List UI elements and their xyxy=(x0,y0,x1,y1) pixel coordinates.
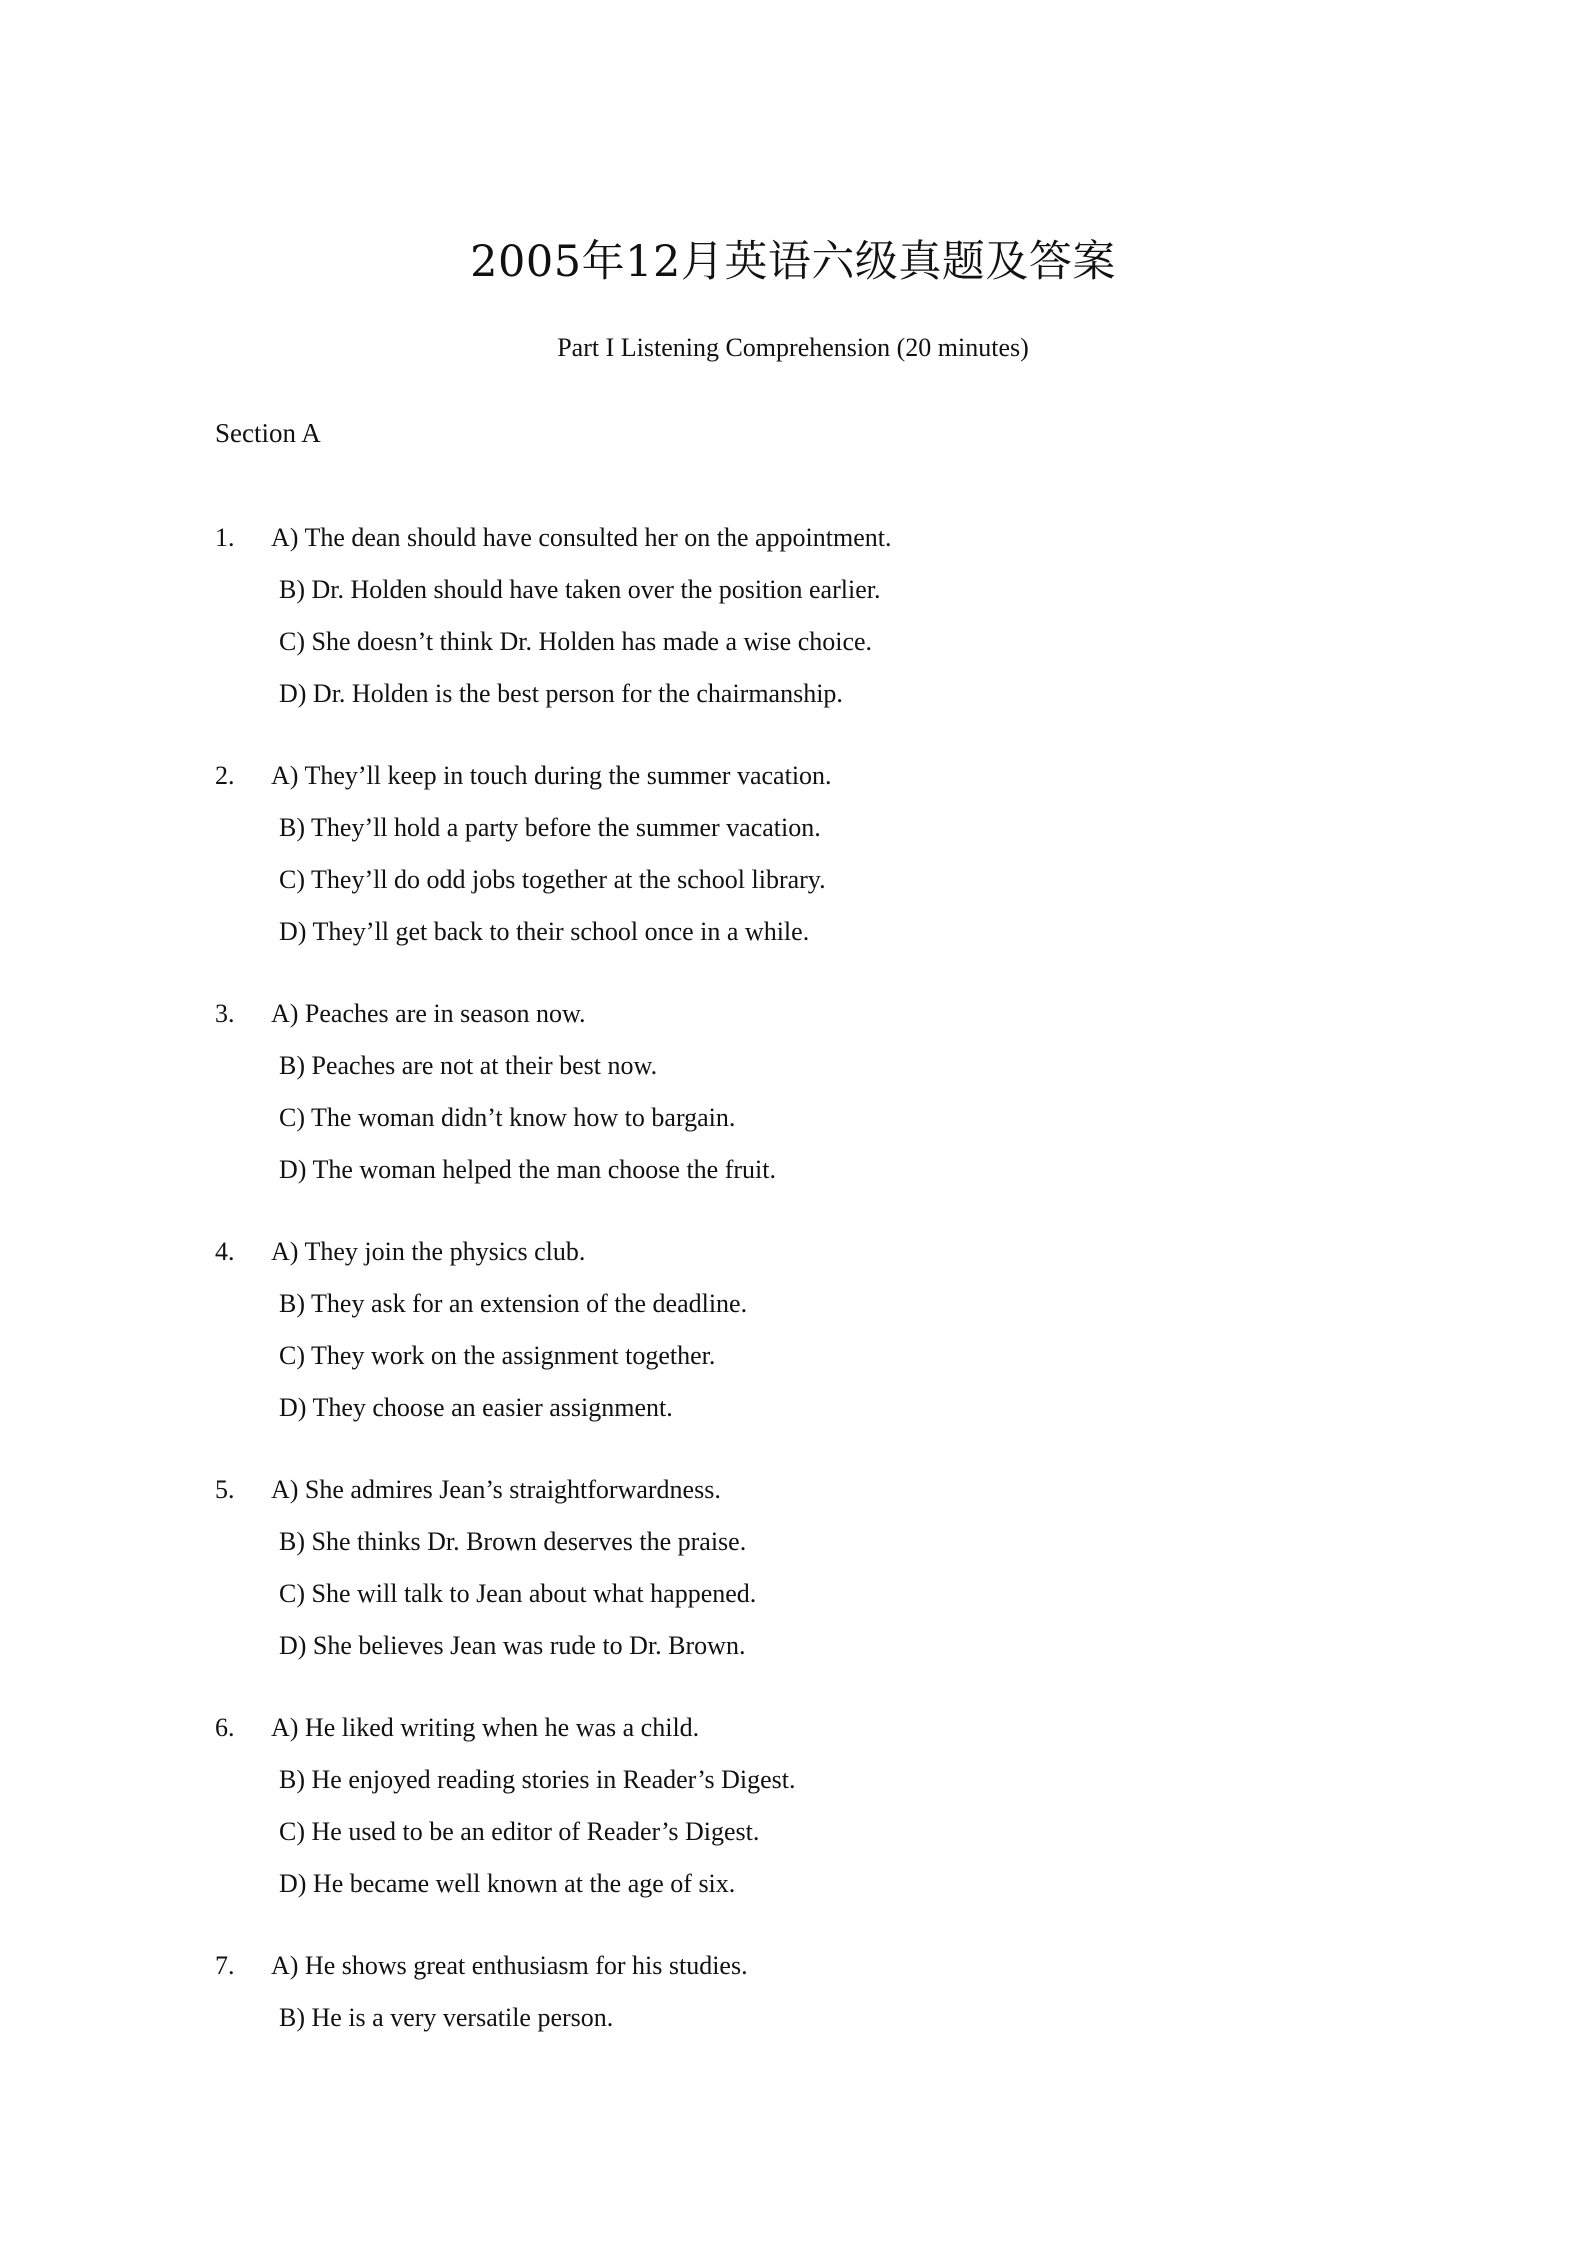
question-1 xyxy=(215,512,1415,720)
document-title: 2005年12月英语六级真题及答案 xyxy=(470,237,1116,287)
option-c: C) He used to be an editor of Reader’s Digest. xyxy=(279,1817,760,1846)
question-number: 7. xyxy=(215,1951,235,1980)
question-7 xyxy=(215,1940,1415,2044)
option-b: B) He is a very versatile person. xyxy=(279,2003,614,2032)
option-c: C) She will talk to Jean about what happened. xyxy=(279,1579,757,1608)
option-d: D) She believes Jean was rude to Dr. Brown. xyxy=(279,1631,746,1660)
question-4 xyxy=(215,1226,1415,1434)
option-c: C) She doesn’t think Dr. Holden has made a wise choice. xyxy=(279,627,873,656)
option-b: B) She thinks Dr. Brown deserves the praise. xyxy=(279,1527,747,1556)
option-a: A) He liked writing when he was a child. xyxy=(271,1713,700,1742)
question-number: 1. xyxy=(215,523,235,552)
option-b: B) Peaches are not at their best now. xyxy=(279,1051,658,1080)
question-number: 5. xyxy=(215,1475,235,1504)
section-heading: Section A xyxy=(215,418,321,448)
option-c: C) They’ll do odd jobs together at the school library. xyxy=(279,865,826,894)
question-number: 4. xyxy=(215,1237,235,1266)
question-3 xyxy=(215,988,1415,1196)
option-d: D) Dr. Holden is the best person for the chairmanship. xyxy=(279,679,843,708)
option-b: B) They’ll hold a party before the summer vacation. xyxy=(279,813,821,842)
option-a: A) He shows great enthusiasm for his studies. xyxy=(271,1951,748,1980)
question-2 xyxy=(215,750,1415,958)
option-c: C) They work on the assignment together. xyxy=(279,1341,716,1370)
option-a: A) Peaches are in season now. xyxy=(271,999,586,1028)
option-b: B) They ask for an extension of the deadline. xyxy=(279,1289,748,1318)
option-a: A) They join the physics club. xyxy=(271,1237,586,1266)
question-list xyxy=(215,512,1415,2074)
option-c: C) The woman didn’t know how to bargain. xyxy=(279,1103,736,1132)
question-number: 2. xyxy=(215,761,235,790)
question-number: 6. xyxy=(215,1713,235,1742)
part-heading: Part I Listening Comprehension (20 minutes) xyxy=(557,333,1029,362)
option-d: D) They choose an easier assignment. xyxy=(279,1393,673,1422)
question-5 xyxy=(215,1464,1415,1672)
option-b: B) He enjoyed reading stories in Reader’s Digest. xyxy=(279,1765,796,1794)
option-a: A) The dean should have consulted her on the appointment. xyxy=(271,523,892,552)
question-6 xyxy=(215,1702,1415,1910)
option-a: A) She admires Jean’s straightforwardness. xyxy=(271,1475,721,1504)
option-d: D) He became well known at the age of six. xyxy=(279,1869,736,1898)
option-a: A) They’ll keep in touch during the summer vacation. xyxy=(271,761,832,790)
option-b: B) Dr. Holden should have taken over the position earlier. xyxy=(279,575,881,604)
question-number: 3. xyxy=(215,999,235,1028)
option-d: D) The woman helped the man choose the fruit. xyxy=(279,1155,776,1184)
option-d: D) They’ll get back to their school once in a while. xyxy=(279,917,810,946)
